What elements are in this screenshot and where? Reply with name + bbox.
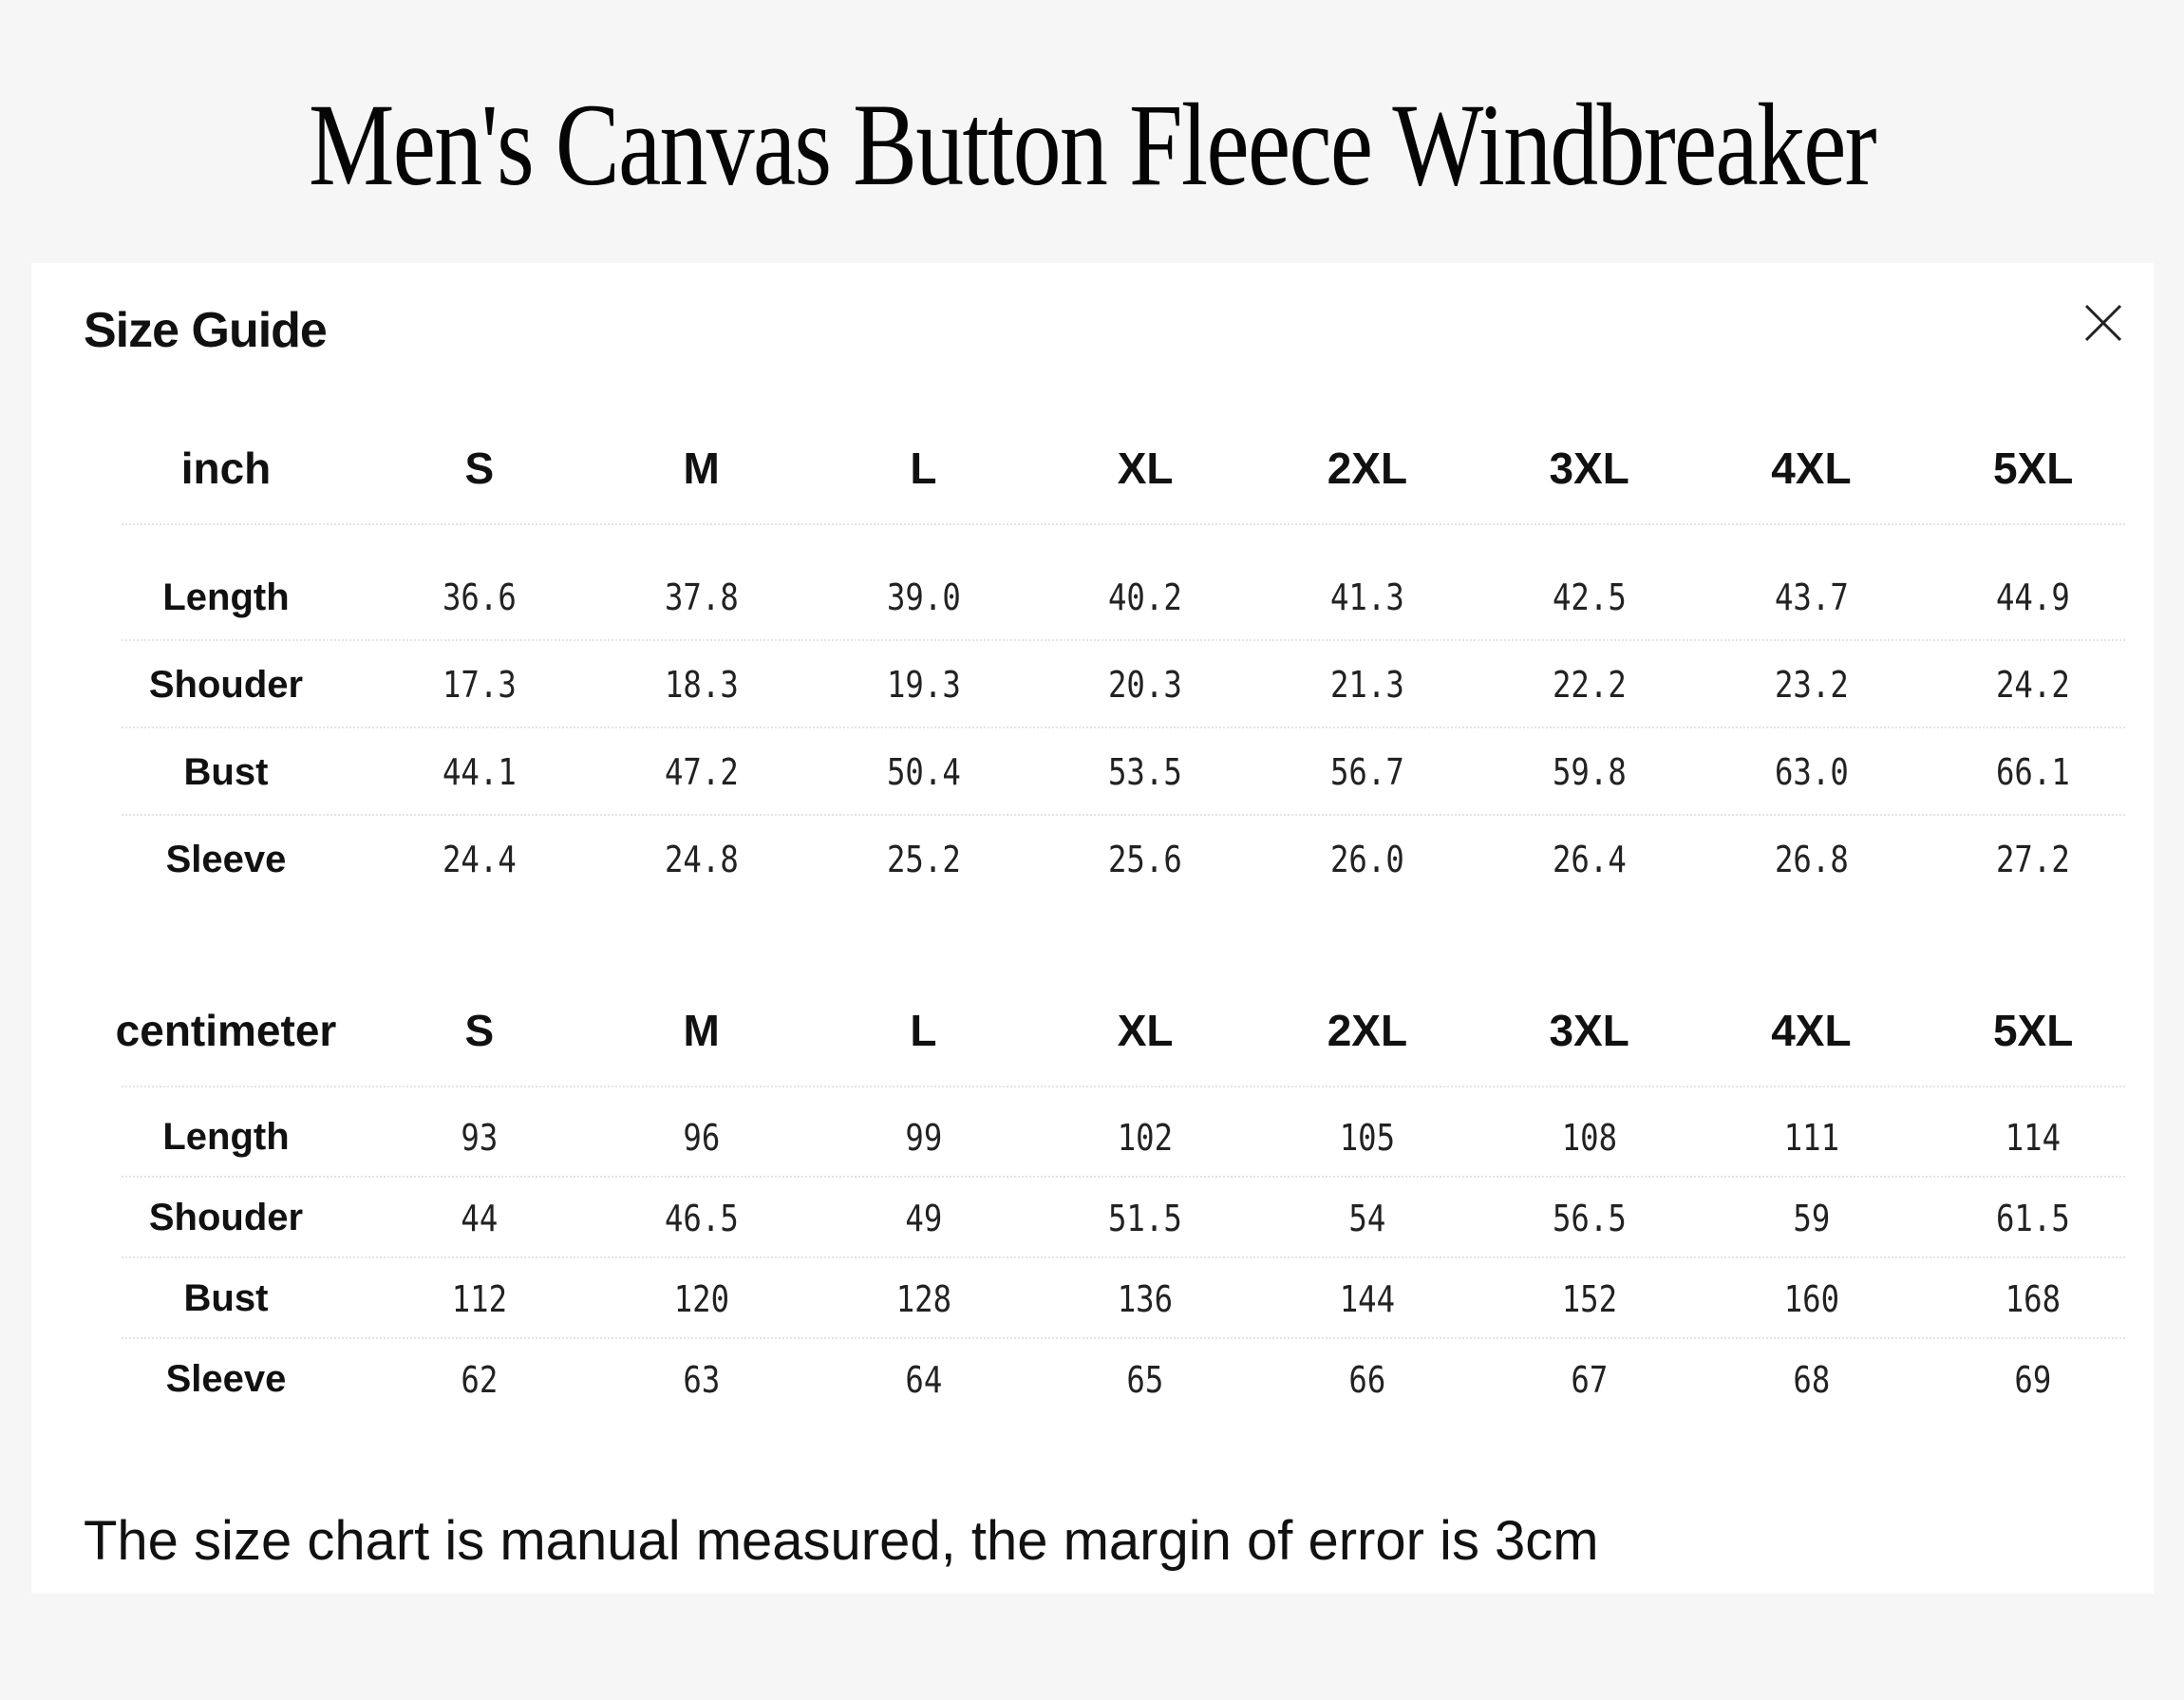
table-cell: 105: [1339, 1116, 1396, 1159]
table-cell: 111: [1783, 1116, 1839, 1159]
table-cell: 114: [2005, 1116, 2062, 1159]
table-cell: 22.2: [1552, 664, 1627, 706]
table-cell: 21.3: [1329, 664, 1404, 706]
size-header: 4XL: [1771, 1006, 1852, 1055]
table-row: [84, 1097, 2144, 1178]
table-cell: 66.1: [1996, 751, 2071, 793]
table-cell: 44.9: [1996, 576, 2071, 618]
page-title: Men's Canvas Button Fleece Windbreaker: [309, 80, 1875, 210]
size-header: L: [910, 444, 937, 493]
table-cell: 59.8: [1552, 751, 1627, 793]
size-header: 5XL: [1992, 444, 2074, 493]
table-cell: 40.2: [1108, 576, 1183, 618]
table-cell: 65: [1126, 1358, 1164, 1401]
size-header: M: [683, 444, 720, 493]
table-cell: 25.2: [886, 839, 961, 880]
table-cell: 62: [461, 1358, 499, 1401]
row-label: Shouder: [148, 1197, 304, 1238]
row-label: Sleeve: [165, 1358, 287, 1400]
table-cell: 120: [673, 1277, 729, 1320]
size-header: 3XL: [1549, 1006, 1629, 1055]
table-cell: 26.8: [1774, 839, 1849, 880]
size-header: 3XL: [1549, 444, 1629, 493]
unit-label: centimeter: [115, 1006, 337, 1055]
table-cell: 17.3: [442, 664, 517, 706]
table-cell: 24.8: [664, 839, 739, 880]
table-cell: 24.2: [1996, 664, 2071, 706]
size-header: 4XL: [1771, 444, 1852, 493]
table-cell: 44: [461, 1197, 499, 1239]
table-cell: 49: [904, 1197, 942, 1239]
table-cell: 56.5: [1552, 1197, 1627, 1239]
size-header: M: [683, 1006, 720, 1055]
table-cell: 18.3: [664, 664, 739, 706]
row-label: Sleeve: [165, 838, 287, 880]
table-cell: 152: [1561, 1277, 1617, 1320]
size-header: L: [910, 1006, 937, 1055]
table-cell: 136: [1117, 1277, 1174, 1320]
table-cell: 108: [1561, 1116, 1617, 1159]
table-cell: 93: [461, 1116, 499, 1159]
row-label: Bust: [183, 1277, 269, 1319]
table-cell: 47.2: [664, 751, 739, 793]
row-label: Bust: [183, 750, 269, 793]
table-cell: 20.3: [1108, 664, 1183, 706]
table-cell: 44.1: [442, 751, 517, 793]
table-cell: 99: [904, 1116, 942, 1159]
size-header: XL: [1117, 1006, 1174, 1055]
table-cell: 50.4: [886, 751, 961, 793]
table-cell: 25.6: [1108, 839, 1183, 880]
table-cell: 39.0: [886, 576, 961, 618]
table-cell: 24.4: [442, 839, 517, 880]
close-icon: [2075, 294, 2132, 351]
table-cell: 19.3: [886, 664, 961, 706]
table-cell: 46.5: [664, 1197, 739, 1239]
size-header: XL: [1117, 444, 1174, 493]
row-label: Length: [162, 576, 290, 618]
table-cell: 42.5: [1552, 576, 1627, 618]
unit-label: inch: [180, 444, 272, 493]
table-cell: 36.6: [442, 576, 517, 618]
cm-header-row: [84, 973, 2144, 1087]
table-cell: 51.5: [1108, 1197, 1183, 1239]
table-row: [84, 1178, 2144, 1258]
table-cell: 96: [683, 1116, 721, 1159]
size-guide-panel: [31, 263, 2154, 1594]
table-row: [84, 1258, 2144, 1339]
row-label: Shouder: [148, 663, 304, 706]
table-row: [84, 554, 2144, 641]
table-cell: 63.0: [1774, 751, 1849, 793]
table-cell: 66: [1348, 1358, 1386, 1401]
size-header: S: [464, 1006, 495, 1055]
size-header: 2XL: [1327, 444, 1408, 493]
table-cell: 69: [2014, 1358, 2052, 1401]
close-button[interactable]: [2075, 294, 2132, 351]
table-cell: 168: [2005, 1277, 2062, 1320]
inch-header-row: [84, 411, 2144, 525]
inch-size-table: [84, 411, 2144, 903]
table-cell: 41.3: [1329, 576, 1404, 618]
table-cell: 64: [904, 1358, 942, 1401]
table-cell: 68: [1792, 1358, 1830, 1401]
table-cell: 63: [683, 1358, 721, 1401]
table-cell: 56.7: [1329, 751, 1404, 793]
table-cell: 128: [895, 1277, 951, 1320]
table-cell: 53.5: [1108, 751, 1183, 793]
table-cell: 102: [1117, 1116, 1174, 1159]
table-cell: 112: [451, 1277, 508, 1320]
cm-size-table: [84, 973, 2144, 1420]
size-header: 5XL: [1992, 1006, 2074, 1055]
table-row: [84, 728, 2144, 816]
table-cell: 144: [1339, 1277, 1396, 1320]
table-cell: 37.8: [664, 576, 739, 618]
table-cell: 61.5: [1996, 1197, 2071, 1239]
table-cell: 26.0: [1329, 839, 1404, 880]
table-row: [84, 641, 2144, 728]
table-cell: 160: [1783, 1277, 1839, 1320]
footnote: The size chart is manual measured, the margin of error is 3cm: [84, 1510, 1599, 1572]
table-cell: 59: [1792, 1197, 1830, 1239]
panel-title: Size Guide: [84, 303, 327, 358]
table-cell: 54: [1348, 1197, 1386, 1239]
table-cell: 43.7: [1774, 576, 1849, 618]
table-row: [84, 816, 2144, 903]
table-cell: 27.2: [1996, 839, 2071, 880]
table-cell: 67: [1571, 1358, 1609, 1401]
size-header: 2XL: [1327, 1006, 1408, 1055]
size-header: S: [464, 444, 495, 493]
row-label: Length: [162, 1116, 290, 1158]
table-cell: 26.4: [1552, 839, 1627, 880]
table-row: [84, 1339, 2144, 1420]
table-cell: 23.2: [1774, 664, 1849, 706]
